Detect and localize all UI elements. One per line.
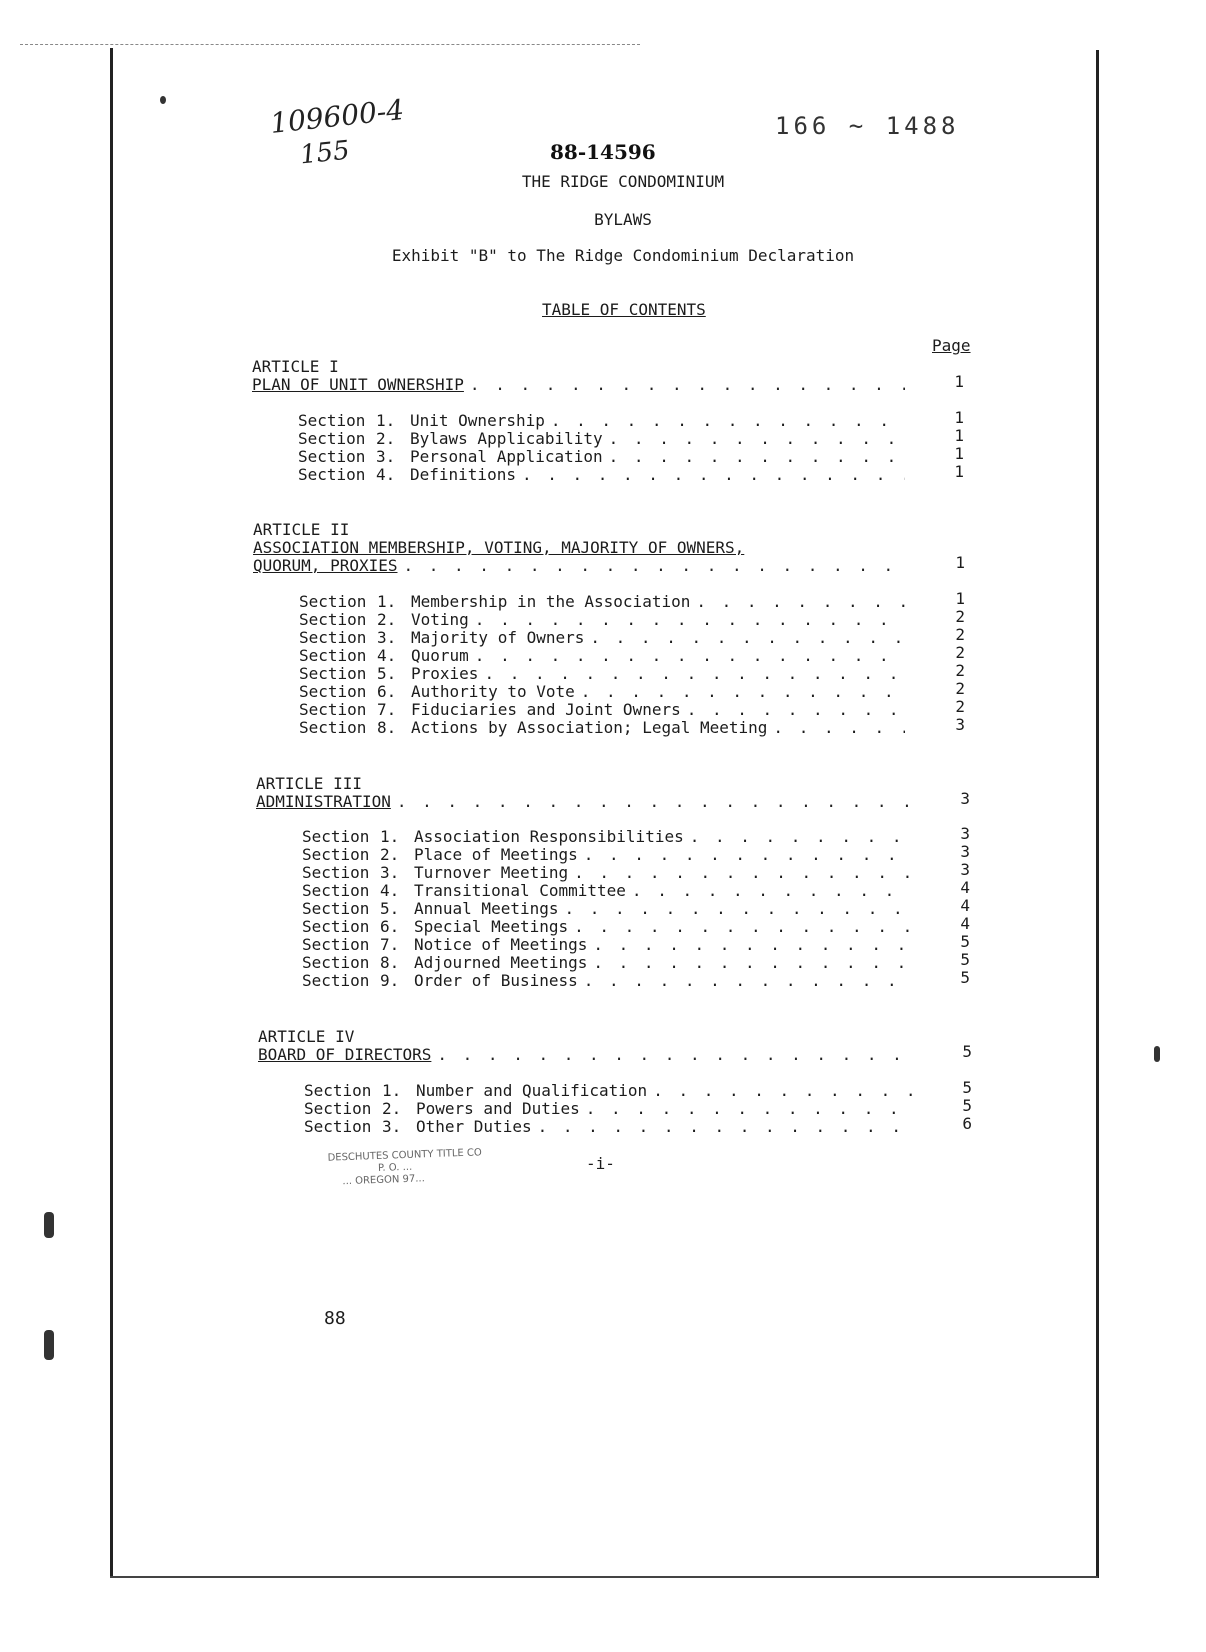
section-entry <box>302 900 910 918</box>
section-number: 7. <box>377 700 397 719</box>
dot-leader <box>437 1046 913 1064</box>
dot-leader <box>590 629 905 647</box>
stamp-line-3: ... OREGON 97... <box>342 1173 425 1188</box>
section-page-number: 2 <box>955 625 965 644</box>
section-number: 4. <box>377 646 397 665</box>
section-entry <box>299 629 905 647</box>
section-title: Transitional Committee <box>414 881 626 900</box>
section-title: Special Meetings <box>414 917 569 936</box>
section-entry <box>302 828 910 846</box>
dot-leader <box>696 593 905 611</box>
dot-leader <box>565 900 911 918</box>
article-label: ARTICLE II <box>253 520 350 539</box>
section-page-number: 3 <box>960 860 970 879</box>
toc-heading: TABLE OF CONTENTS <box>542 300 706 319</box>
section-title: Actions by Association; Legal Meeting <box>411 718 768 737</box>
section-title: Annual Meetings <box>414 899 559 918</box>
dot-leader <box>581 683 905 701</box>
section-word: Section <box>299 592 367 611</box>
dot-leader <box>484 665 905 683</box>
section-page-number: 2 <box>955 661 965 680</box>
dot-leader <box>584 972 910 990</box>
section-word: Section <box>298 411 366 430</box>
scan-speck <box>44 1330 54 1360</box>
section-title: Quorum <box>411 646 469 665</box>
section-word: Section <box>299 628 367 647</box>
section-title: Other Duties <box>416 1117 532 1136</box>
handwritten-note: 155 <box>298 135 352 171</box>
section-number: 2. <box>382 1099 402 1118</box>
section-page-number: 6 <box>962 1114 972 1133</box>
section-entry <box>298 448 905 466</box>
section-entry <box>298 466 905 484</box>
section-word: Section <box>304 1117 372 1136</box>
section-entry <box>302 882 910 900</box>
section-entry <box>302 918 910 936</box>
section-entry <box>302 864 910 882</box>
section-page-number: 1 <box>954 462 964 481</box>
section-number: 8. <box>380 953 400 972</box>
dot-leader <box>773 719 905 737</box>
scan-speck <box>1154 1046 1160 1062</box>
section-entry <box>302 846 910 864</box>
section-entry <box>299 665 905 683</box>
section-word: Section <box>302 827 370 846</box>
section-title: Powers and Duties <box>416 1099 580 1118</box>
section-entry <box>299 611 905 629</box>
section-page-number: 5 <box>960 932 970 951</box>
page-border-right <box>1096 50 1099 1578</box>
section-entry <box>302 954 910 972</box>
section-number: 3. <box>380 863 400 882</box>
article-page-number: 3 <box>960 789 970 808</box>
document-number: 88-14596 <box>550 140 656 164</box>
section-title: Number and Qualification <box>416 1081 648 1100</box>
section-word: Section <box>302 971 370 990</box>
section-number: 1. <box>382 1081 402 1100</box>
section-page-number: 3 <box>960 842 970 861</box>
dot-leader <box>574 918 910 936</box>
article-title: BOARD OF DIRECTORS <box>258 1045 432 1064</box>
section-title: Association Responsibilities <box>414 827 684 846</box>
section-entry <box>302 936 910 954</box>
section-number: 6. <box>377 682 397 701</box>
section-page-number: 3 <box>955 715 965 734</box>
section-title: Authority to Vote <box>411 682 575 701</box>
section-title: Turnover Meeting <box>414 863 569 882</box>
section-page-number: 4 <box>960 914 970 933</box>
section-page-number: 4 <box>960 878 970 897</box>
section-page-number: 5 <box>962 1078 972 1097</box>
article-page-number: 5 <box>962 1042 972 1061</box>
section-number: 1. <box>380 827 400 846</box>
exhibit-line: Exhibit "B" to The Ridge Condominium Declaration <box>391 246 855 265</box>
dot-leader <box>690 828 910 846</box>
stamp-line-2: P. O. ... <box>377 1161 413 1174</box>
section-title: Place of Meetings <box>414 845 578 864</box>
section-word: Section <box>299 610 367 629</box>
section-title: Proxies <box>411 664 479 683</box>
section-number: 5. <box>380 899 400 918</box>
section-word: Section <box>298 447 366 466</box>
scan-speck <box>160 96 166 104</box>
bottom-mark: 88 <box>324 1308 346 1329</box>
section-number: 2. <box>377 610 397 629</box>
dot-leader <box>593 936 910 954</box>
article-title-line <box>253 557 905 575</box>
section-word: Section <box>299 700 367 719</box>
section-title: Majority of Owners <box>411 628 585 647</box>
dot-leader <box>404 557 906 575</box>
section-number: 7. <box>380 935 400 954</box>
dot-leader <box>397 793 910 811</box>
dot-leader <box>475 647 905 665</box>
section-entry <box>299 647 905 665</box>
document-subtitle: BYLAWS <box>594 210 652 229</box>
section-word: Section <box>298 465 366 484</box>
page-marker: -i- <box>586 1154 615 1173</box>
section-number: 3. <box>377 628 397 647</box>
section-page-number: 4 <box>960 896 970 915</box>
section-title: Order of Business <box>414 971 578 990</box>
title-company-stamp <box>327 1147 482 1188</box>
section-number: 6. <box>380 917 400 936</box>
section-number: 1. <box>377 592 397 611</box>
dot-leader <box>609 448 905 466</box>
section-page-number: 2 <box>955 607 965 626</box>
article-title-line <box>258 1046 913 1064</box>
section-title: Adjourned Meetings <box>414 953 588 972</box>
section-number: 2. <box>380 845 400 864</box>
dot-leader <box>475 611 905 629</box>
section-word: Section <box>298 429 366 448</box>
dot-leader <box>522 466 905 484</box>
article-page-number: 1 <box>954 372 964 391</box>
section-word: Section <box>299 646 367 665</box>
section-word: Section <box>299 682 367 701</box>
section-number: 1. <box>376 411 396 430</box>
section-page-number: 1 <box>955 589 965 608</box>
scan-speck <box>44 1212 54 1238</box>
dot-leader <box>586 1100 913 1118</box>
section-page-number: 5 <box>960 950 970 969</box>
article-title: PLAN OF UNIT OWNERSHIP <box>252 375 464 394</box>
section-page-number: 5 <box>962 1096 972 1115</box>
dot-leader <box>551 412 905 430</box>
section-page-number: 3 <box>960 824 970 843</box>
dot-leader <box>609 430 905 448</box>
page-column-label: Page <box>932 336 971 355</box>
article-label: ARTICLE IV <box>258 1027 355 1046</box>
section-page-number: 1 <box>954 426 964 445</box>
section-word: Section <box>302 845 370 864</box>
scan-edge-top <box>20 44 640 46</box>
section-entry <box>302 972 910 990</box>
section-word: Section <box>302 935 370 954</box>
stamp-line-1: DESCHUTES COUNTY TITLE CO <box>327 1147 482 1164</box>
section-word: Section <box>302 881 370 900</box>
dot-leader <box>470 376 905 394</box>
article-title-line <box>256 793 910 811</box>
section-entry <box>299 719 905 737</box>
section-word: Section <box>302 899 370 918</box>
section-entry <box>299 593 905 611</box>
dot-leader <box>632 882 910 900</box>
article-label: ARTICLE III <box>256 774 362 793</box>
section-entry <box>298 412 905 430</box>
section-title: Notice of Meetings <box>414 935 588 954</box>
dot-leader <box>593 954 910 972</box>
section-title: Definitions <box>410 465 516 484</box>
dot-leader <box>584 846 910 864</box>
section-title: Fiduciaries and Joint Owners <box>411 700 681 719</box>
section-number: 3. <box>376 447 396 466</box>
section-title: Voting <box>411 610 469 629</box>
section-word: Section <box>299 718 367 737</box>
section-entry <box>304 1082 913 1100</box>
section-entry <box>299 683 905 701</box>
article-title: ASSOCIATION MEMBERSHIP, VOTING, MAJORITY OF OWNERS, <box>253 538 745 557</box>
dot-leader <box>538 1118 913 1136</box>
section-page-number: 2 <box>955 643 965 662</box>
article-title-line <box>252 376 905 394</box>
handwritten-file-number: 109600-4 <box>268 93 406 140</box>
section-page-number: 2 <box>955 679 965 698</box>
page-border-left <box>110 48 113 1578</box>
section-title: Unit Ownership <box>410 411 545 430</box>
dot-leader <box>574 864 910 882</box>
recording-number: 166 ~ 1488 <box>775 112 960 140</box>
page-border-bottom <box>110 1576 1098 1578</box>
section-number: 4. <box>380 881 400 900</box>
section-entry <box>299 701 905 719</box>
section-title: Bylaws Applicability <box>410 429 603 448</box>
section-page-number: 1 <box>954 408 964 427</box>
section-number: 4. <box>376 465 396 484</box>
article-title: QUORUM, PROXIES <box>253 556 398 575</box>
section-entry <box>298 430 905 448</box>
section-number: 9. <box>380 971 400 990</box>
section-word: Section <box>302 863 370 882</box>
section-word: Section <box>302 953 370 972</box>
dot-leader <box>653 1082 913 1100</box>
article-label: ARTICLE I <box>252 357 339 376</box>
section-page-number: 5 <box>960 968 970 987</box>
section-title: Personal Application <box>410 447 603 466</box>
article-title: ADMINISTRATION <box>256 792 391 811</box>
article-page-number: 1 <box>955 553 965 572</box>
section-word: Section <box>302 917 370 936</box>
section-number: 5. <box>377 664 397 683</box>
section-page-number: 1 <box>954 444 964 463</box>
section-number: 8. <box>377 718 397 737</box>
section-page-number: 2 <box>955 697 965 716</box>
article-title-line <box>253 539 905 557</box>
section-entry <box>304 1118 913 1136</box>
section-title: Membership in the Association <box>411 592 691 611</box>
section-number: 3. <box>382 1117 402 1136</box>
section-word: Section <box>304 1099 372 1118</box>
section-word: Section <box>304 1081 372 1100</box>
dot-leader <box>687 701 905 719</box>
section-number: 2. <box>376 429 396 448</box>
section-entry <box>304 1100 913 1118</box>
section-word: Section <box>299 664 367 683</box>
document-title: THE RIDGE CONDOMINIUM <box>521 172 725 191</box>
